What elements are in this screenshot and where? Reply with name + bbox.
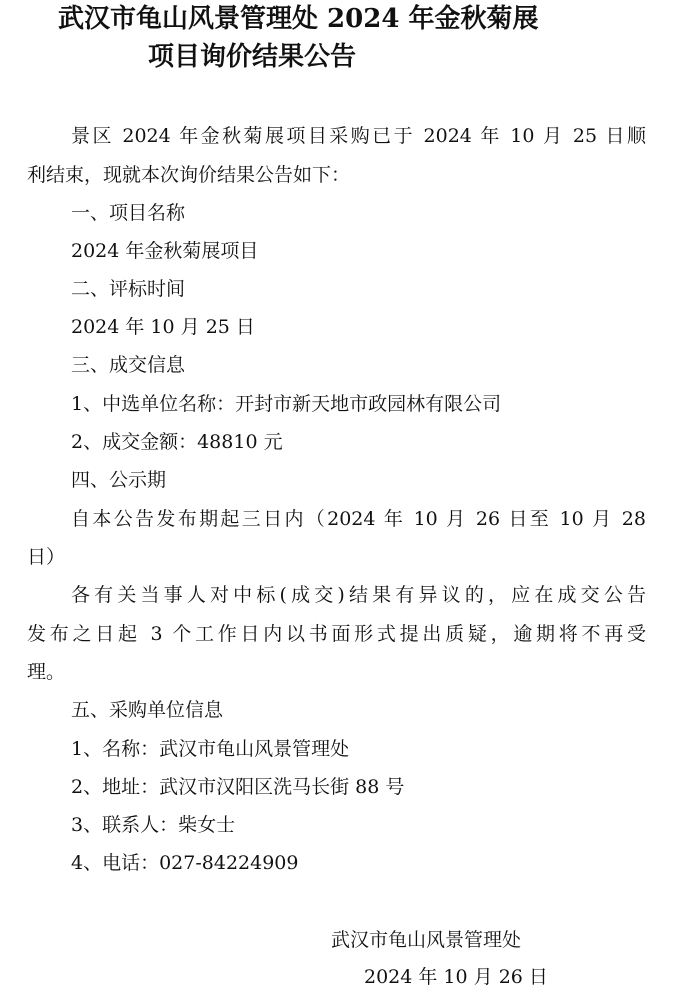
notice-period-line-2: 日） <box>27 546 66 568</box>
objection-line-3: 理。 <box>27 661 66 683</box>
purchaser-contact: 3、联系人：柴女士 <box>71 814 236 836</box>
deal-winner: 1、中选单位名称：开封市新天地市政园林有限公司 <box>71 393 502 415</box>
evaluation-time-value: 2024 年 10 月 25 日 <box>71 316 255 338</box>
signature-org: 武汉市龟山风景管理处 <box>331 929 522 951</box>
section-heading-evaluation-time: 二、评标时间 <box>71 278 186 300</box>
notice-period-line-1: 自本公告发布期起三日内（2024 年 10 月 26 日至 10 月 28 <box>71 508 646 530</box>
signature-date: 2024 年 10 月 26 日 <box>364 966 548 988</box>
title-line-2: 项目询价结果公告 <box>148 42 357 72</box>
title-line-1: 武汉市龟山风景管理处 2024 年金秋菊展 <box>58 4 539 34</box>
section-heading-deal-info: 三、成交信息 <box>71 354 186 376</box>
project-name-value: 2024 年金秋菊展项目 <box>71 240 259 262</box>
intro-line-2: 利结束，现就本次询价结果公告如下： <box>27 164 351 186</box>
intro-line-1: 景区 2024 年金秋菊展项目采购已于 2024 年 10 月 25 日顺 <box>71 125 646 147</box>
objection-line-1: 各有关当事人对中标(成交)结果有异议的，应在成交公告 <box>71 584 646 606</box>
section-heading-notice-period: 四、公示期 <box>71 469 167 491</box>
deal-amount: 2、成交金额：48810 元 <box>71 431 283 453</box>
objection-line-2: 发布之日起 3 个工作日内以书面形式提出质疑，逾期将不再受 <box>27 623 646 645</box>
section-heading-project-name: 一、项目名称 <box>71 202 186 224</box>
purchaser-name: 1、名称：武汉市龟山风景管理处 <box>71 738 350 760</box>
purchaser-phone: 4、电话：027-84224909 <box>71 852 299 874</box>
section-heading-purchaser-info: 五、采购单位信息 <box>71 699 224 721</box>
purchaser-address: 2、地址：武汉市汉阳区洗马长街 88 号 <box>71 776 405 798</box>
